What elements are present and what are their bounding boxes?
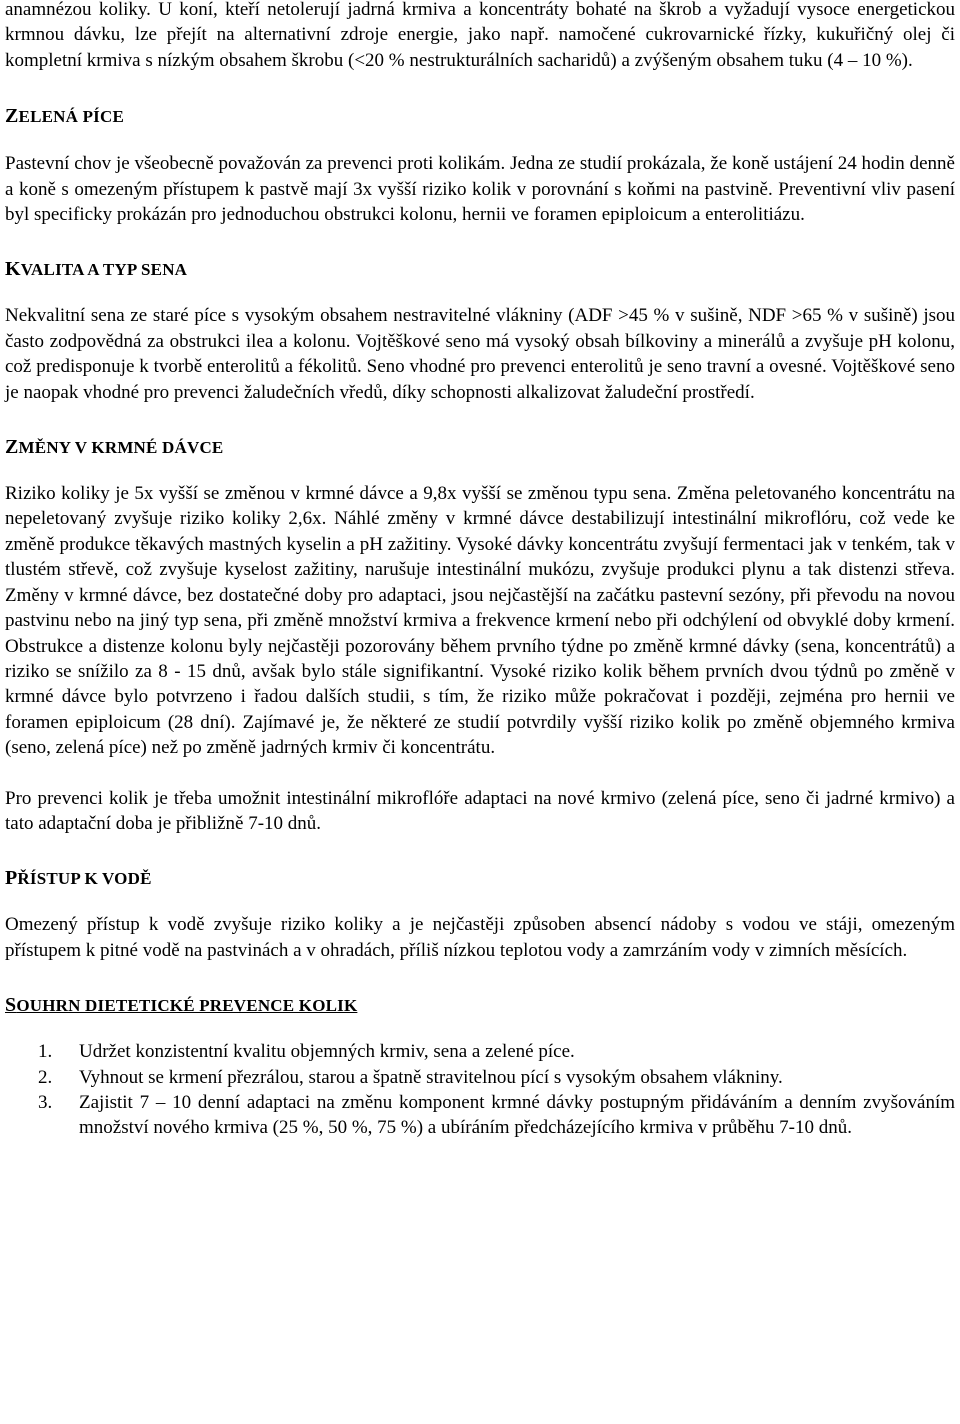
- heading-text: MĚNY V KRMNÉ DÁVCE: [18, 438, 224, 458]
- heading-text: VALITA A TYP SENA: [20, 260, 188, 280]
- heading-ration-changes: [5, 435, 955, 460]
- heading-initial: S: [5, 994, 17, 1017]
- list-item-number: 3.: [38, 1091, 53, 1113]
- intro-paragraph: anamnézou koliky. U koní, kteří netolerují jadrná krmiva a koncentráty bohaté na škrob a vyžadují vysoce energetickou krmnou dávku, lze přejít na alternativní zdroje energie, jako např. namočené cukrovarnické řízky, kukuřičný olej či kompletní krmiva s nízkým obsahem škrobu (<20 % nestrukturálních sacharidů) a zvýšeným obsahem tuku (4 – 10 %).: [5, 0, 955, 71]
- heading-initial: P: [5, 867, 18, 890]
- heading-initial: Z: [5, 436, 19, 459]
- heading-initial: K: [5, 258, 21, 281]
- document-page: [5, 0, 955, 1141]
- water-access-paragraph: Omezený přístup k vodě zvyšuje riziko koliky a je nejčastěji způsoben absencí nádoby s vodou ve stáji, omezeným přístupem k pitné vodě na pastvinách a v ohradách, příliš nízkou teplotou vody a zamrzáním vody v zimních měsících.: [5, 914, 955, 961]
- heading-text: ŘÍSTUP K VODĚ: [17, 869, 152, 889]
- list-item-number: 1.: [38, 1041, 53, 1063]
- green-fodder-paragraph: Pastevní chov je všeobecně považován za prevenci proti kolikám. Jedna ze studií prokázala, že koně ustájení 24 hodin denně a koně s omezeným přístupem k pastvě mají 3x vyšší riziko kolik v porovnání s koňmi na pastvině. Preventivní vliv pasení byl specificky prokázán pro jednoduchou obstrukci kolonu, hernii ve foramen epiploicum a enterolitiázu.: [5, 153, 955, 226]
- list-item-text: Udržet konzistentní kvalitu objemných krmiv, sena a zelené píce.: [79, 1041, 575, 1063]
- heading-text: OUHRN DIETETICKÉ PREVENCE KOLIK: [16, 996, 358, 1016]
- ration-changes-paragraph: Riziko koliky je 5x vyšší se změnou v krmné dávce a 9,8x vyšší se změnou typu sena. Změna peletovaného koncentrátu na nepeletovaný zvyšuje riziko koliky 2,6x. Náhlé změny v krmné dávce destabilizují intestinální mikroflóru, což vede ke změně produkce těkavých mastných kyselin a pH zažitiny. Vysoké dávky koncentrátu zvyšují fermentaci jak v tenkém, tak v tlustém střevě, což zvyšuje kyselost zažitiny, narušuje intestinální mukózu, zvyšuje produkci plynu a tak distenzi střeva. Změny v krmné dávce, bez dostatečné doby pro adaptaci, jsou nejčastější na začátku pastevní sezóny, při převodu na novou pastvinu nebo na jiný typ sena, při změně množství krmiva a frekvence krmení nebo při odchýlení od obvyklé doby krmení. Obstrukce a distenze kolonu byly nejčastěji pozorovány během prvního týdne po změně krmné dávky (sena, koncentrátů) a riziko se snížilo za 8 - 15 dnů, avšak bylo stále signifikantní. Vysoké riziko kolik během prvních dvou týdnů po změně v krmné dávce bylo potvrzeno i řadou dalších studii, s tím, že riziko může pokračovat i později, zejména pro hernii ve foramen epiploicum (28 dní). Zajímavé je, že některé ze studií potvrdily vyšší riziko kolik po změně objemného krmiva (seno, zelená píce) než po změně jadrných krmiv či koncentrátu.: [5, 483, 955, 759]
- heading-green-fodder: [5, 104, 955, 129]
- heading-text: ELENÁ PÍCE: [18, 107, 124, 127]
- list-item-text: Zajistit 7 – 10 denní adaptaci na změnu komponent krmné dávky postupným přidáváním a denním zvyšováním množství nového krmiva (25 %, 50 %, 75 %) a ubíráním předcházejícího krmiva v průběhu 7-10 dnů.: [79, 1091, 955, 1139]
- list-item: [5, 1039, 955, 1064]
- hay-quality-paragraph: Nekvalitní sena ze staré píce s vysokým obsahem nestravitelné vlákniny (ADF >45 % v sušině, NDF >65 % v sušině) jsou často zodpovědná za obstrukci ilea a kolonu. Vojtěškové seno má vysoký obsah bílkoviny a minerálů a zvyšuje pH kolonu, což predisponuje k tvorbě enterolitů a fékolitů. Seno vhodné pro prevenci enterolitů je seno travní a ovesné. Vojtěškové seno je naopak vhodné pro prevenci žaludečních vředů, díky schopnosti alkalizovat žaludeční prostředí.: [5, 305, 955, 403]
- heading-water-access: [5, 866, 955, 891]
- adaptation-paragraph: Pro prevenci kolik je třeba umožnit intestinální mikroflóře adaptaci na nové krmivo (zelená píce, seno či jadrné krmivo) a tato adaptační doba je přibližně 7-10 dnů.: [5, 787, 955, 834]
- list-item-number: 2.: [38, 1066, 53, 1088]
- list-item-text: Vyhnout se krmení přezrálou, starou a špatně stravitelnou pící s vysokým obsahem vlákniny.: [79, 1066, 783, 1088]
- list-item: [5, 1090, 955, 1141]
- summary-list: [5, 1039, 955, 1141]
- heading-initial: Z: [5, 105, 19, 128]
- heading-hay-quality: [5, 257, 955, 282]
- heading-summary: [5, 993, 955, 1018]
- list-item: [5, 1065, 955, 1090]
